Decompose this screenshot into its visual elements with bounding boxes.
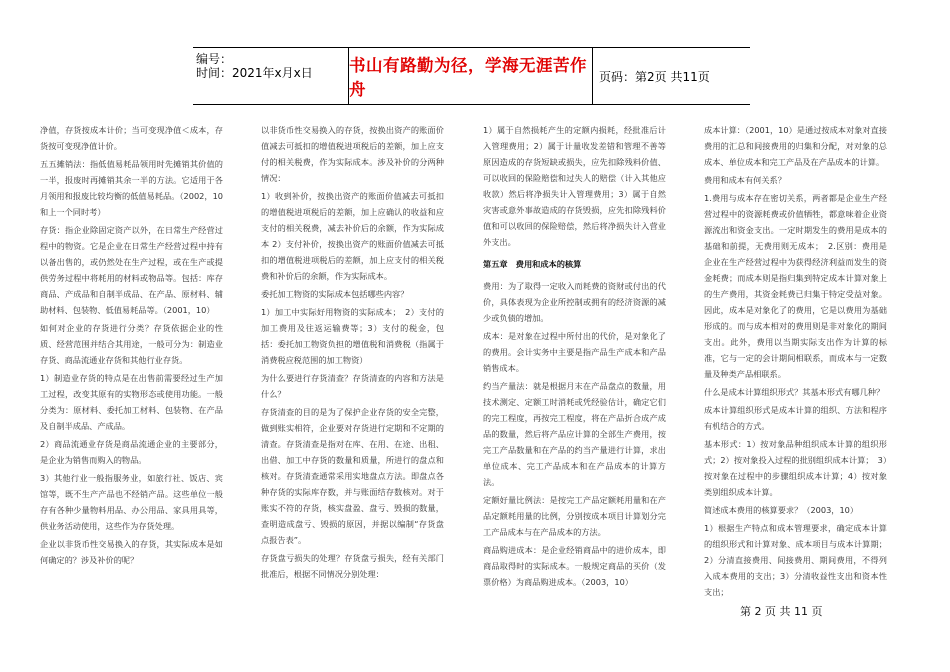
paragraph: 委托加工物资的实际成本包括哪些内容？	[261, 289, 409, 299]
paragraph: 商品购进成本：是企业经销商品中的进价成本，即商品取得时的实际成本。一般规定商品的买价（发票价格）为商品购进成本。（2003，10）	[483, 545, 666, 587]
header-motto: 书山有路勤为径，学海无涯苦作舟	[349, 56, 587, 99]
header-page-label: 页码：第2页 共11页	[599, 69, 710, 84]
paragraph: 存货：指企业除固定资产以外，在日常生产经营过程中的物资。它是企业在日常生产经营过程中持有以备出售的，或仍然处在生产过程，或在生产或提供劳务过程中将耗用的材料或物品等。包括：库存商品、产成品和自制半成品、在产品、原材料、辅助材料、包装物、低值易耗品等。（2001，10）	[40, 225, 223, 315]
paragraph: 成本计算组织形式是成本计算的组织、方法和程序有机结合的方式。	[704, 405, 887, 431]
header-page-cell	[593, 48, 756, 104]
paragraph: 企业以非货币性交易换入的存货，其实际成本是如何确定的？涉及补价的呢？	[40, 539, 223, 565]
paragraph: 什么是成本计算组织形式？其基本形式有哪几种？	[704, 387, 885, 397]
text-column-2	[261, 122, 444, 584]
paragraph: 简述成本费用的核算要求？（2003，10）	[704, 505, 859, 515]
paragraph: 1）加工中实际好用物资的实际成本； 2）支付的加工费用及往返运输费等；3）支付的税金，包括：委托加工物资负担的增值税和消费税（指属于消费税应税范围的加工物资）	[261, 307, 444, 365]
paragraph: 成本计算：（2001，10）是通过按成本对象对直接费用的汇总和间接费用的归集和分配，对对象的总成本、单位成本和完工产品及在产品成本的计算。	[704, 125, 887, 167]
paragraph: 1.费用与成本存在密切关系，两者都是企业生产经营过程中的资源耗费或价值牺牲，都意味着企业资源流出和资金支出。一定时期发生的费用是成本的基础和前提，无费用则无成本； 2.区别：费用是企业在生产经营过程中为获得经济利益而发生的资金耗费；而成本则是指归集到特定成本计算对象上的生产费用，其资金耗费已归集于特定受益对象。因此，成本是对象化了的费用，它是以费用为基础形成的。而与成本相对的费用则是非对象化的期间支出。此外，费用以当期实际支出作为计算的标准，它与一定的会计期间相联系，而成本与一定数量及种类产品相联系。	[704, 193, 887, 379]
page-footer: 第 2 页 共 11 页	[740, 605, 823, 618]
paragraph: 3）其他行业一般指服务业，如旅行社、饭店、宾馆等，既不生产产品也不经销产品。这些单位一般存有各种少量物料用品、办公用品、家具用具等，供业务活动使用，这些作为存货处理。	[40, 473, 223, 531]
chapter-heading: 第五章 费用和成本的核算	[483, 259, 582, 269]
paragraph: 成本：是对象在过程中所付出的代价，是对象化了的费用。会计实务中主要是指产品生产成本和产品销售成本。	[483, 331, 666, 373]
paragraph: 1）属于自然损耗产生的定额内损耗，经批准后计入管理费用；2）属于计量收发差错和管理不善等原因造成的存货短缺或损失，应先扣除残料价值、可以收回的保险赔偿和过失人的赔偿（计入其他应收款）然后将净损失计入管理费用；3）属于自然灾害或意外事故造成的存货毁损，应先扣除残料价值和可以收回的保险赔偿，然后将净损失计入营业外支出。	[483, 125, 666, 247]
paragraph: 为什么要进行存货清查？存货清查的内容和方法是什么？	[261, 373, 444, 399]
document-number-label: 编号：	[196, 52, 233, 66]
paragraph: 净值，存货按成本计价；当可变现净值＜成本，存货按可变现净值计价。	[40, 125, 223, 151]
paragraph: 基本形式：1）按对象品种组织成本计算的组织形式；2）按对象投入过程的批别组织成本计算； 3）按对象在过程中的步骤组织成本计算；4）按对象类别组织成本计算。	[704, 439, 887, 497]
paragraph: 约当产量法：就是根据月末在产品盘点的数量，用技术测定、定额工时消耗或凭经验估计，确定它们的完工程度，再按完工程度，将在产品折合成产成品的数量，然后将产品应计算的全部生产费用，按完工产品数量和在产品的约当产量进行计算，求出单位成本、完工产品成本和在产品成本的计算方法。	[483, 381, 666, 487]
text-column-4	[704, 122, 887, 602]
text-column-1	[40, 122, 223, 570]
page-header	[193, 47, 750, 105]
paragraph: 费用和成本有何关系？	[704, 175, 786, 185]
paragraph: 如何对企业的存货进行分类？存货依据企业的性质、经营范围并结合其用途，一般可分为：制造业存货、商品流通业存货和其他行业存货。	[40, 323, 223, 365]
document-time-label: 时间：2021年x月x日	[196, 66, 313, 80]
paragraph: 2）商品流通业存货是商品流通企业的主要部分，是企业为销售而购入的物品。	[40, 439, 223, 465]
paragraph: 1）收到补价，按换出资产的账面价值减去可抵扣的增值税进项税后的差额，加上应确认的收益和应支付的相关税费，减去补价后的余额，作为实际成本 2）支付补价，按换出资产的账面价值减去可抵扣的增值税进项税后的差额，加上应支付的相关税费和补价后的余额，作为实际成本。	[261, 191, 444, 281]
paragraph: 1）制造业存货的特点是在出售前需要经过生产加工过程，改变其原有的实物形态或使用功能。一般分类为：原材料、委托加工材料、包装物、在产品及自制半成品、产成品。	[40, 373, 223, 431]
paragraph: 以非货币性交易换入的存货，按换出资产的账面价值减去可抵扣的增值税进项税后的差额，加上应支付的相关税费，作为实际成本。涉及补价的分两种情况：	[261, 125, 444, 183]
paragraph: 定额好量比例法：是按完工产品定额耗用量和在产品定额耗用量的比例，分别按成本项目计算划分完工产品成本与在产品成本的方法。	[483, 495, 666, 537]
header-motto-cell	[349, 48, 593, 104]
header-info-cell	[193, 48, 349, 104]
paragraph: 五五摊销法：指低值易耗品领用时先摊销其价值的一半，报废时再摊销其余一半的方法。它适用于各月领用和报废比较均衡的低值易耗品。（2002，10和上一个同时考）	[40, 159, 223, 217]
paragraph: 存货清查的目的是为了保护企业存货的安全完整，做到账实相符，企业要对存货进行定期和不定期的清查。存货清查是指对在库、在用、在途、出租、出借、加工中存货的数量和质量，所进行的盘点和核对。存货清查通常采用实地盘点方法。即盘点各种存货的实际库存数，并与账面结存数核对。对于账实不符的存货，核实盘盈、盘亏、毁损的数量，查明造成盘亏、毁损的原因，并据以编制“存货盘点报告表”。	[261, 407, 444, 545]
paragraph: 1）根据生产特点和成本管理要求，确定成本计算的组织形式和计算对象、成本项目与成本计算期；2）分清直接费用、间接费用、期间费用，不得列入成本费用的支出；3）分清收益性支出和资本性支出；	[704, 523, 887, 597]
paragraph: 费用：为了取得一定收入而耗费的资财或付出的代价，具体表现为企业所控制或拥有的经济资源的减少或负债的增加。	[483, 281, 666, 323]
text-column-3	[483, 122, 666, 592]
paragraph: 存货盘亏损失的处理？存货盘亏损失，经有关部门批准后，根据不同情况分别处理：	[261, 553, 444, 579]
